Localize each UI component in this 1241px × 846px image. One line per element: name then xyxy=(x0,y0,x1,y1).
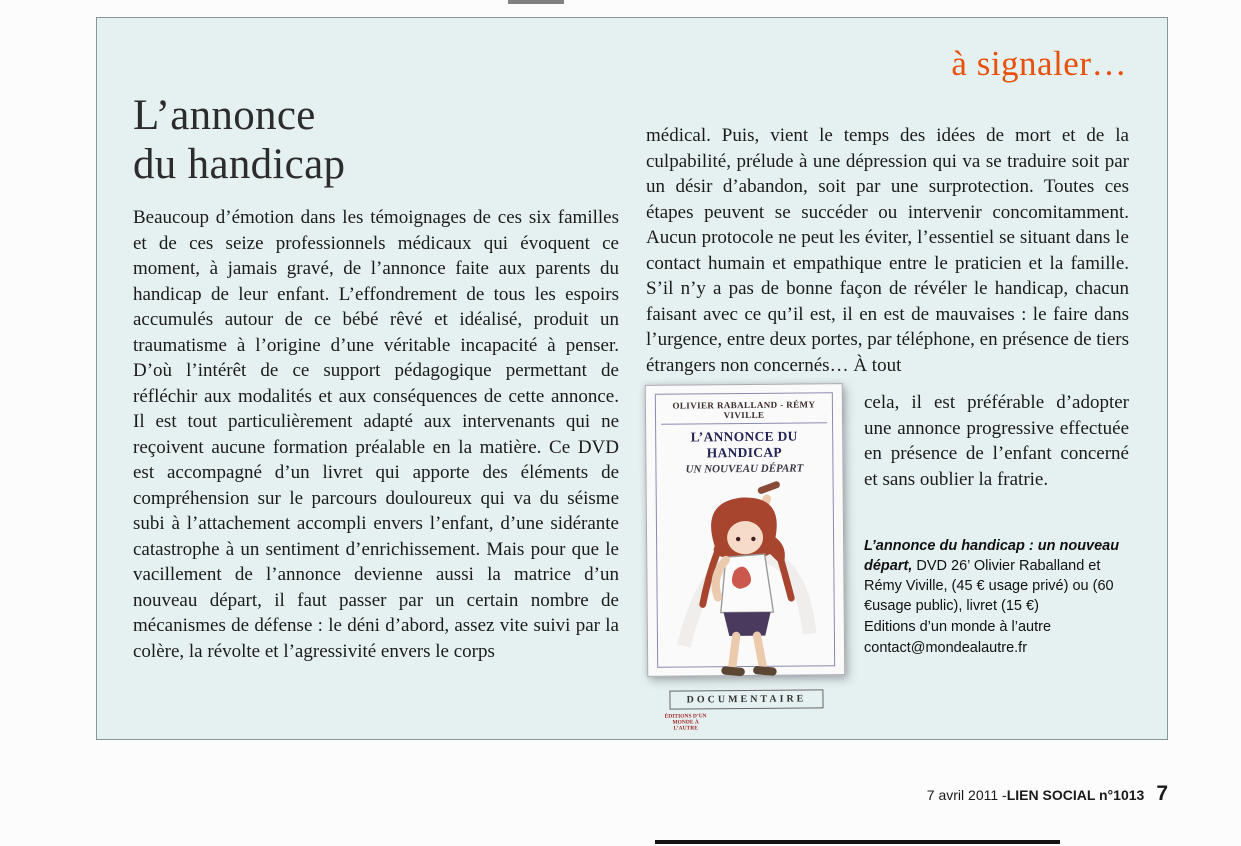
page-footer xyxy=(927,782,1168,806)
dvd-cover-authors: OLIVIER RABALLAND - RÉMY VIVILLE xyxy=(661,399,827,424)
footer-magazine: LIEN SOCIAL n°1013 xyxy=(1006,787,1145,803)
caption-contact: contact@mondealautre.fr xyxy=(864,640,1028,656)
section-header: à signaler… xyxy=(951,44,1127,83)
article-body-right-wrap: cela, il est préférable d’adopter une annonce progressive effectuée en présence de l’enfant concerné et sans oublier la fratrie. xyxy=(864,392,1129,490)
dvd-cover-genre: DOCUMENTAIRE xyxy=(669,689,824,709)
article-title xyxy=(133,91,619,189)
article-title-line-2: du handicap xyxy=(133,141,346,188)
caption-publisher: Editions d’un monde à l’autre xyxy=(864,619,1052,635)
scan-artifact-bottom xyxy=(655,840,1060,844)
caption-title: L’annonce du handicap : un nouveau départ, xyxy=(864,538,1120,574)
article-title-line-1: L’annonce xyxy=(133,92,316,139)
dvd-cover-publisher-logo: ÉDITIONS D’UN MONDE À L’AUTRE xyxy=(664,712,707,732)
footer-page-number: 7 xyxy=(1156,782,1168,805)
article-columns xyxy=(133,91,1129,732)
dvd-cover xyxy=(645,383,846,732)
dvd-cover-illustration xyxy=(662,476,830,690)
article-body-right-top: médical. Puis, vient le temps des idées de mort et de la culpabilité, prélude à une dépression qui va se traduire soit par un désir d’abandon, soit par une surprotection. Toutes ces étapes peuvent se succéder ou intervenir concomitamment. Aucun protocole ne peut les éviter, l’essentiel se situant dans le contact humain et empathique entre le praticien et la famille. S’il n’y a pas de bonne façon de révéler le handicap, chacun faisant avec ce qu’il est, il en est de mauvaises : le faire dans l’urgence, entre deux portes, par téléphone, en présence de tiers étrangers non concernés… À tout xyxy=(646,125,1129,376)
dvd-cover-subtitle: UN NOUVEAU DÉPART xyxy=(685,462,804,476)
dvd-cover-title: L’ANNONCE DU HANDICAP xyxy=(690,428,798,461)
right-column xyxy=(646,91,1129,732)
left-column xyxy=(133,91,619,684)
article-body-left: Beaucoup d’émotion dans les témoignages de ces six familles et de ces seize professionnels médicaux qui évoquent ce moment, à jamais gravé, de l’annonce faite aux parents du handicap de leur enfant. L’effondrement de tous les espoirs accumulés autour de ce bébé rêvé et idéalisé, produit un traumatisme à l’origine d’une véritable incapacité à penser. D’où l’intérêt de ce support pédagogique permettant de réfléchir aux modalités et aux conséquences de cette annonce. Il est tout particulièrement adapté aux intervenants qui ne reçoivent aucune formation préalable en la matière. Ce DVD est accompagné d’un livret qui apporte des éléments de compréhension sur le parcours douloureux qui va du séisme subi à l’attachement accompli envers l’enfant, d’une sidérante catastrophe à un sentiment d’enrichissement. Mais pour que le vacillement de l’annonce devienne aussi la matrice d’un nouveau départ, il faut passer par un certain nombre de mécanismes de défense : le déni d’abord, assez vite suivi par la colère, la révolte et l’agressivité envers le corps xyxy=(133,207,619,662)
footer-date: 7 avril 2011 - xyxy=(926,787,1007,803)
scan-artifact-top xyxy=(508,0,564,4)
dvd-cover-inner xyxy=(655,392,835,732)
caption-details: DVD 26’ Olivier Raballand et Rémy Viville, (45 € usage privé) ou (60 €usage public), livret (15 €) xyxy=(864,558,1114,614)
article-panel xyxy=(96,17,1168,740)
